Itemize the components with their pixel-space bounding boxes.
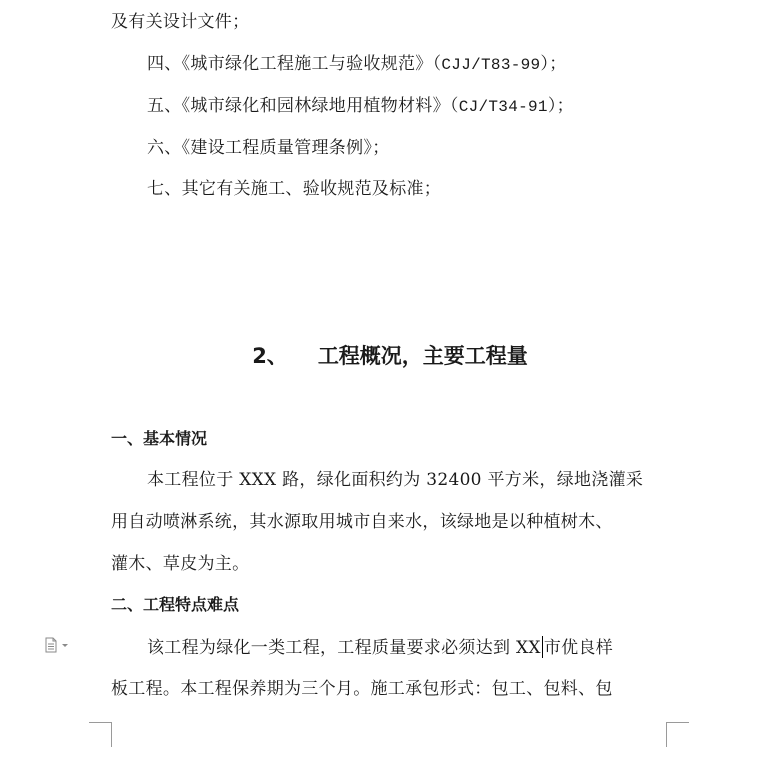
- text-line: 及有关设计文件；: [111, 12, 250, 32]
- subsection-title: 一、基本情况: [111, 429, 208, 448]
- standard-code: CJ/T34-91: [458, 98, 548, 116]
- paragraph-text: 该工程为绿化一类工程，工程质量要求必须达到 XX: [147, 638, 541, 658]
- page-corner-mark: [89, 722, 112, 747]
- list-item: [147, 95, 574, 118]
- list-item: [147, 53, 567, 76]
- list-item-punct: ）；: [540, 54, 567, 74]
- text-cursor: [542, 636, 543, 658]
- paragraph-line: 灌木、草皮为主。: [111, 554, 250, 574]
- list-item-text: 五、《城市绿化和园林绿地用植物材料》（: [147, 96, 459, 116]
- standard-code: CJJ/T83-99: [441, 56, 541, 74]
- paragraph-line: 用自动喷淋系统，其水源取用城市自来水，该绿地是以种植树木、: [111, 512, 613, 532]
- paragraph-text: 市优良样: [543, 638, 614, 658]
- list-item-text: 四、《城市绿化工程施工与验收规范》（: [147, 54, 442, 74]
- page-corner-mark: [666, 722, 689, 747]
- list-item: 六、《建设工程质量管理条例》；: [147, 138, 390, 158]
- paragraph-line: 板工程。本工程保养期为三个月。施工承包形式：包工、包料、包: [111, 679, 613, 699]
- paragraph-line: 本工程位于 XXX 路，绿化面积约为 32400 平方米，绿地浇灌采: [147, 470, 644, 490]
- paragraph-line[interactable]: [147, 636, 613, 659]
- list-item-punct: ）；: [547, 96, 574, 116]
- document-icon: [44, 637, 70, 653]
- heading-number: 2、: [252, 344, 288, 368]
- document-icon-menu[interactable]: [44, 637, 70, 653]
- section-heading: [0, 341, 780, 371]
- subsection-title: 二、工程特点难点: [111, 595, 240, 614]
- chevron-down-icon: [62, 644, 68, 647]
- heading-title: 工程概况，主要工程量: [317, 344, 528, 368]
- list-item: 七、其它有关施工、验收规范及标准；: [147, 179, 442, 199]
